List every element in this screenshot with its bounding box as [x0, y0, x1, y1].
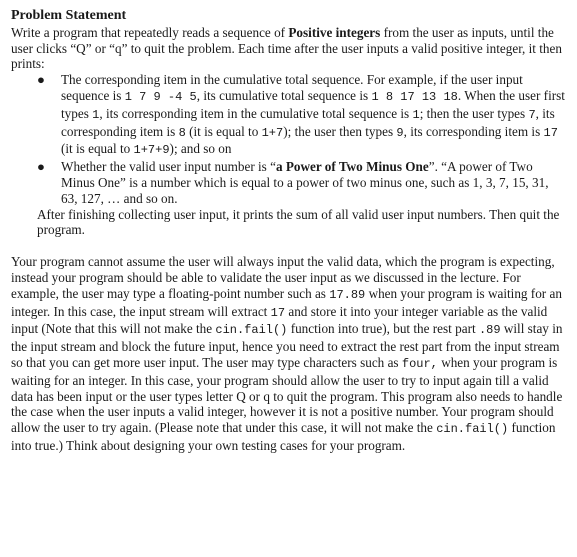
item-text: ”. “A power of Two Minus One” is a number which is equal to a power of two minus one, such as 1, 3, 7, 15, 31, 63, 127, … and so on.: [61, 159, 549, 206]
code-text: 1 7 9 -4 5: [124, 89, 197, 104]
code-text: .89: [478, 323, 501, 338]
para-text: Your program cannot assume the user will always input the valid data, which the program is expecting, instead your program should be able to validate the user input as we discussed in the lecture. For example, the user may type a floating-point number such as: [11, 254, 555, 301]
para-text: and store it into your integer variable as the valid input (Note that this will not make the: [11, 303, 548, 337]
para-text: when your program is waiting for an integer. In this case, the input stream will extract: [11, 285, 562, 319]
item-text: , its corresponding item in the cumulative total sequence is: [99, 105, 413, 121]
paragraph-spacer: [11, 238, 567, 254]
para-text: when your program is waiting for an integer. In this case, your program should allow the user to try to input again till a valid data has been input or the user types letter Q or q to quit the program. This program also needs to handle the case when the user inputs a valid integer, however it is not a positive number. Your program should allow the user to try again. (Please note that under this case, it will not make the: [11, 354, 563, 436]
list-item-cumulative-total: [37, 72, 567, 159]
code-text: 7: [528, 107, 536, 122]
item-text: The corresponding item in the cumulative total sequence. For example, if the user input sequence is: [61, 72, 523, 103]
code-text: 17.89: [329, 287, 366, 302]
intro-text: Write a program that repeatedly reads a sequence of: [11, 24, 289, 40]
requirements-list: [11, 72, 567, 206]
intro-emphasis: Positive integers: [288, 24, 381, 40]
item-text: . When the user first types: [61, 87, 565, 121]
code-text: 1+7: [261, 125, 284, 140]
code-text: cin.fail(): [215, 323, 288, 338]
intro-text: from the user as inputs, until the user clicks “Q” or “q” to quit the problem. Each time after the user inputs a valid positive integer, it then prints:: [11, 24, 562, 72]
bullet-icon: ●: [37, 159, 45, 175]
bullet-icon: ●: [37, 72, 45, 88]
item-emphasis: a Power of Two Minus One: [275, 159, 429, 175]
after-list-paragraph: After finishing collecting user input, it prints the sum of all valid user input numbers. Then quit the program.: [37, 206, 560, 238]
item-text: (it is equal to: [185, 123, 262, 139]
item-text: , its corresponding item is: [61, 105, 555, 139]
para-text: function into true), but the rest part: [287, 321, 479, 337]
section-title: Problem Statement: [11, 8, 127, 23]
item-text: ; then the user types: [419, 105, 529, 121]
item-text: Whether the valid user input number is “: [61, 159, 276, 175]
code-text: cin.fail(): [436, 422, 509, 437]
list-item-power-of-two-minus-one: [37, 159, 567, 206]
code-text: 1: [412, 107, 420, 122]
item-text: , its cumulative total sequence is: [196, 87, 372, 103]
code-text: 17: [543, 125, 558, 140]
code-text: 17: [270, 305, 286, 320]
code-text: four,: [401, 356, 438, 371]
code-text: 1: [92, 107, 100, 122]
code-text: 8: [178, 125, 186, 140]
code-text: 9: [396, 125, 404, 140]
item-text: (it is equal to: [61, 141, 134, 157]
code-text: 1 8 17 13 18: [371, 89, 458, 104]
para-text: will stay in the input stream and block the future input, hence you need to extract the rest part from the input stream so that you can get more user input. The user may type characters such as: [11, 321, 563, 370]
intro-paragraph: [11, 25, 567, 72]
code-text: 1+7+9: [133, 143, 170, 158]
item-text: ); the user then types: [283, 123, 397, 139]
validation-paragraph: [11, 254, 567, 454]
item-text: ); and so on: [169, 141, 232, 157]
item-text: , its corresponding item is: [403, 123, 544, 139]
para-text: function into true.) Think about designing your own testing cases for your program.: [11, 420, 556, 453]
